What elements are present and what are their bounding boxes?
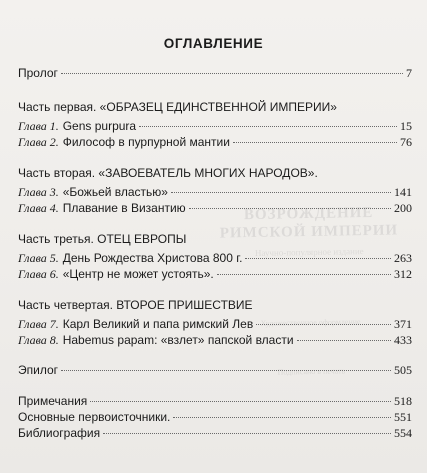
page-number: 15	[400, 119, 412, 133]
chapter-label: Глава 7.	[18, 317, 59, 331]
dot-leader	[217, 274, 391, 275]
toc-entry-chapter-4[interactable]	[18, 201, 412, 217]
toc-entry-chapter-7[interactable]	[18, 317, 412, 333]
toc-entry-sources[interactable]	[18, 410, 412, 426]
toc-entry-prolog[interactable]	[18, 66, 412, 82]
entry-text: Основные первоисточники.	[18, 410, 171, 424]
chapter-label: Глава 3.	[18, 185, 59, 199]
toc-entry-chapter-6[interactable]	[18, 267, 412, 283]
chapter-label: Глава 8.	[18, 333, 59, 347]
dot-leader	[90, 401, 391, 402]
part-heading-4: Часть четвертая. ВТОРОЕ ПРИШЕСТВИЕ	[18, 298, 253, 312]
entry-text: «Центр не может устоять».	[62, 267, 214, 281]
page-number: 200	[394, 201, 412, 215]
page-number: 554	[394, 426, 412, 440]
entry-text: Пролог	[18, 66, 58, 80]
bleed-through-text	[209, 203, 412, 378]
toc-entry-epilog[interactable]	[18, 363, 412, 379]
toc-entry-chapter-1[interactable]	[18, 119, 412, 135]
page-number: 263	[394, 251, 412, 265]
part-heading-2: Часть вторая. «ЗАВОЕВАТЕЛЬ МНОГИХ НАРОДОВ».	[18, 166, 318, 180]
dot-leader	[61, 73, 403, 74]
chapter-label: Глава 1.	[18, 119, 59, 133]
page-number: 76	[400, 135, 412, 149]
chapter-label: Глава 2.	[18, 135, 59, 149]
entry-text: Habemus papam: «взлет» папской власти	[62, 333, 294, 347]
page-title: ОГЛАВЛЕНИЕ	[163, 36, 264, 51]
dot-leader	[297, 340, 391, 341]
toc-entry-bibliography[interactable]	[18, 426, 412, 442]
dot-leader	[139, 126, 397, 127]
dot-leader	[189, 208, 391, 209]
chapter-label: Глава 5.	[18, 251, 59, 265]
page-number: 312	[394, 267, 412, 281]
toc-entry-chapter-8[interactable]	[18, 333, 412, 349]
part-heading-1: Часть первая. «ОБРАЗЕЦ ЕДИНСТВЕННОЙ ИМПЕРИИ»	[18, 100, 337, 114]
toc-entry-chapter-5[interactable]	[18, 251, 412, 267]
entry-text: Плавание в Византию	[62, 201, 186, 215]
ghost-line-2: Научно-популярное издание	[254, 246, 364, 258]
dot-leader	[173, 417, 391, 418]
dot-leader	[256, 324, 391, 325]
dot-leader	[245, 258, 391, 259]
page-number: 433	[394, 333, 412, 347]
part-heading-3: Часть третья. ОТЕЦ ЕВРОПЫ	[18, 232, 187, 246]
dot-leader	[61, 370, 391, 371]
dot-leader	[103, 433, 391, 434]
chapter-label: Глава 6.	[18, 267, 59, 281]
entry-text: День Рождества Христова 800 г.	[62, 251, 243, 265]
entry-text: Gens purpura	[62, 119, 137, 133]
page-number: 518	[394, 394, 412, 408]
entry-text: Карл Великий и папа римский Лев	[62, 317, 254, 331]
toc-entry-chapter-2[interactable]	[18, 135, 412, 151]
toc-entry-notes[interactable]	[18, 394, 412, 410]
entry-text: Эпилог	[18, 363, 59, 377]
entry-text: Примечания	[18, 394, 88, 408]
ghost-line-4: Подписано в печать	[277, 366, 346, 377]
page-number: 141	[394, 185, 412, 199]
entry-text: Философ в пурпурной мантии	[62, 135, 230, 149]
ghost-line-1: ВОЗРОЖДЕНИЕ РИМСКОЙ ИМПЕРИИ	[219, 204, 399, 242]
dot-leader	[171, 192, 391, 193]
page-number: 371	[394, 317, 412, 331]
toc-entry-chapter-3[interactable]	[18, 185, 412, 201]
page-number: 551	[394, 410, 412, 424]
chapter-label: Глава 4.	[18, 201, 59, 215]
page-number: 505	[394, 363, 412, 377]
ghost-line-3: Художественное оформление	[260, 316, 361, 328]
entry-text: «Божьей властью»	[62, 185, 168, 199]
entry-text: Библиография	[18, 426, 101, 440]
page-number: 7	[406, 66, 412, 80]
dot-leader	[233, 142, 397, 143]
